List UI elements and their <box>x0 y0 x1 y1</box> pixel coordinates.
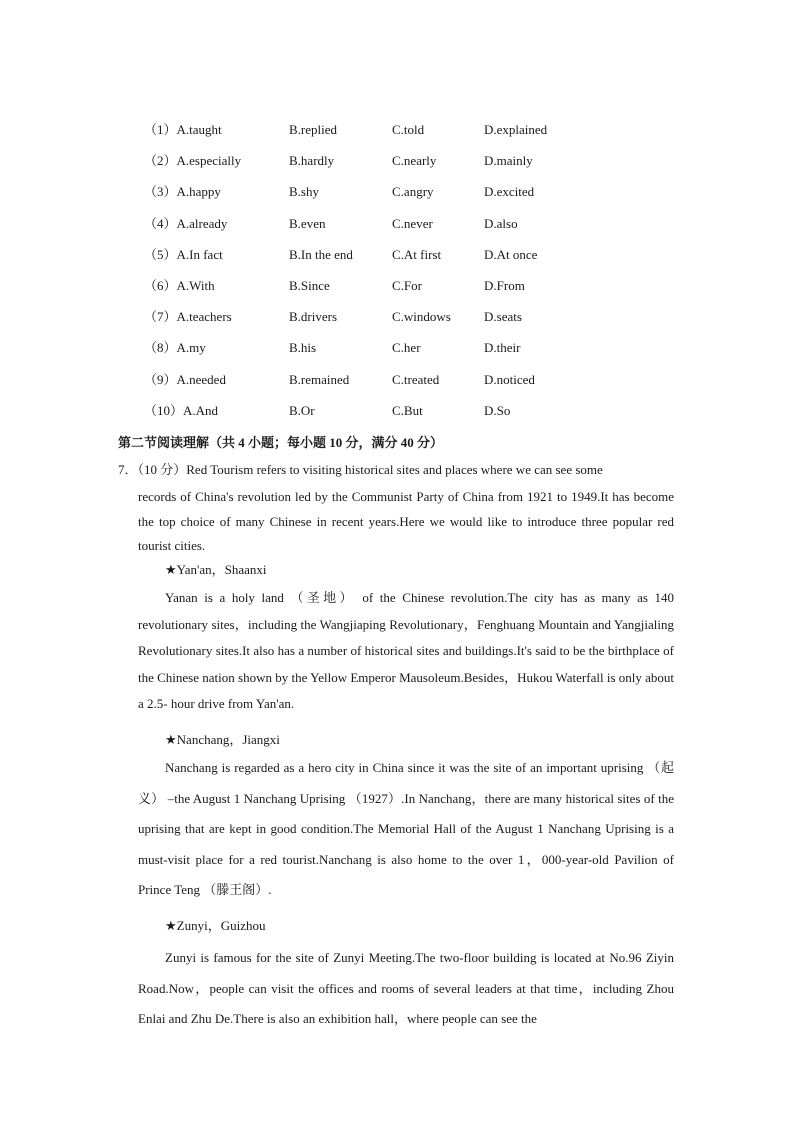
option-d: D.mainly <box>484 153 533 169</box>
option-row-3 <box>144 180 664 211</box>
option-c: C.told <box>392 122 425 137</box>
option-row-10 <box>144 399 664 430</box>
option-b: B.shy <box>289 184 319 200</box>
option-c: C.her <box>392 340 421 356</box>
option-row-8 <box>144 336 664 367</box>
option-b: B.Or <box>289 402 315 418</box>
option-row-5 <box>144 243 664 274</box>
option-b: B.replied <box>289 122 338 137</box>
option-c: C.treated <box>392 371 440 387</box>
option-c: C.nearly <box>392 153 437 169</box>
option-a: （8）A.my <box>144 340 206 356</box>
option-row-9 <box>144 368 664 399</box>
option-b: B.Since <box>289 277 330 293</box>
option-row-7 <box>144 305 664 336</box>
answer-options <box>144 118 664 430</box>
option-row-4 <box>144 212 664 243</box>
city-paragraph-zunyi: Zunyi is famous for the site of Zunyi Meeting.The two-floor building is located at No.96 Ziyin Road.Now，people can visit the offices and rooms of several leaders at that time，including Zhou Enlai and Zhu De.There is also an exhibition hall，where people can see the <box>138 950 674 1026</box>
option-a: （6）A.With <box>144 277 215 293</box>
option-d: D.excited <box>484 184 535 200</box>
city-heading-nanchang: ★Nanchang，Jiangxi <box>165 732 280 747</box>
section-heading: 第二节阅读理解（共 4 小题；每小题 10 分，满分 40 分） <box>118 435 444 450</box>
option-a: （2）A.especially <box>144 153 242 169</box>
option-a: （3）A.happy <box>144 184 221 200</box>
option-c: C.At first <box>392 246 442 262</box>
option-c: C.never <box>392 215 433 231</box>
option-c: C.windows <box>392 309 451 325</box>
option-d: D.their <box>484 340 521 356</box>
option-c: C.But <box>392 402 423 418</box>
option-a: （4）A.already <box>144 215 228 231</box>
option-b: B.his <box>289 340 317 356</box>
option-c: C.angry <box>392 184 434 200</box>
option-b: B.hardly <box>289 153 335 169</box>
option-row-2 <box>144 149 664 180</box>
city-paragraph-yanan: Yanan is a holy land （圣地） of the Chinese revolution.The city has as many as 140 revolutionary sites，including the Wangjiaping Revolutionary，Fenghuang Mountain and Yangjialing Revolutionary sites.It also has a number of historical sites and buildings.It's said to be the birthplace of the Chinese nation shown by the Yellow Emperor Mausoleum.Besides，Hukou Waterfall is only about a 2.5- hour drive from Yan'an. <box>138 590 674 711</box>
option-row-6 <box>144 274 664 305</box>
city-paragraph-nanchang: Nanchang is regarded as a hero city in China since it was the site of an important uprising （起义） –the August 1 Nanchang Uprising （1927）.In Nanchang，there are many historical sites of the uprising that are kept in good condition.The Memorial Hall of the August 1 Nanchang Uprising is a must-visit place for a red tourist.Nanchang is also home to the over 1，000-year-old Pavilion of Prince Teng （滕王阁）. <box>138 760 674 897</box>
option-d: D.So <box>484 402 511 418</box>
option-a: （7）A.teachers <box>144 309 232 325</box>
option-d: D.At once <box>484 246 538 262</box>
option-b: B.remained <box>289 371 350 387</box>
option-a: （1）A.taught <box>144 122 222 137</box>
question-7-first-line: 7．（10 分）Red Tourism refers to visiting historical sites and places where we can see some <box>118 462 603 477</box>
option-d: D.seats <box>484 309 522 325</box>
city-heading-zunyi: ★Zunyi，Guizhou <box>165 918 266 933</box>
option-d: D.From <box>484 277 525 293</box>
option-row-1 <box>144 118 664 149</box>
option-d: D.noticed <box>484 371 535 387</box>
option-c: C.For <box>392 277 422 293</box>
option-b: B.drivers <box>289 309 338 325</box>
question-7-intro: records of China's revolution led by the Communist Party of China from 1921 to 1949.It has become the top choice of many Chinese in recent years.Here we would like to introduce three popular red tourist cities. <box>138 489 674 553</box>
option-a: （10）A.And <box>144 402 219 418</box>
option-b: B.In the end <box>289 246 353 262</box>
option-a: （9）A.needed <box>144 371 226 387</box>
option-d: D.also <box>484 215 518 231</box>
option-a: （5）A.In fact <box>144 246 223 262</box>
city-heading-yanan: ★Yan'an，Shaanxi <box>165 562 267 577</box>
option-b: B.even <box>289 215 326 231</box>
option-d: D.explained <box>484 122 548 137</box>
